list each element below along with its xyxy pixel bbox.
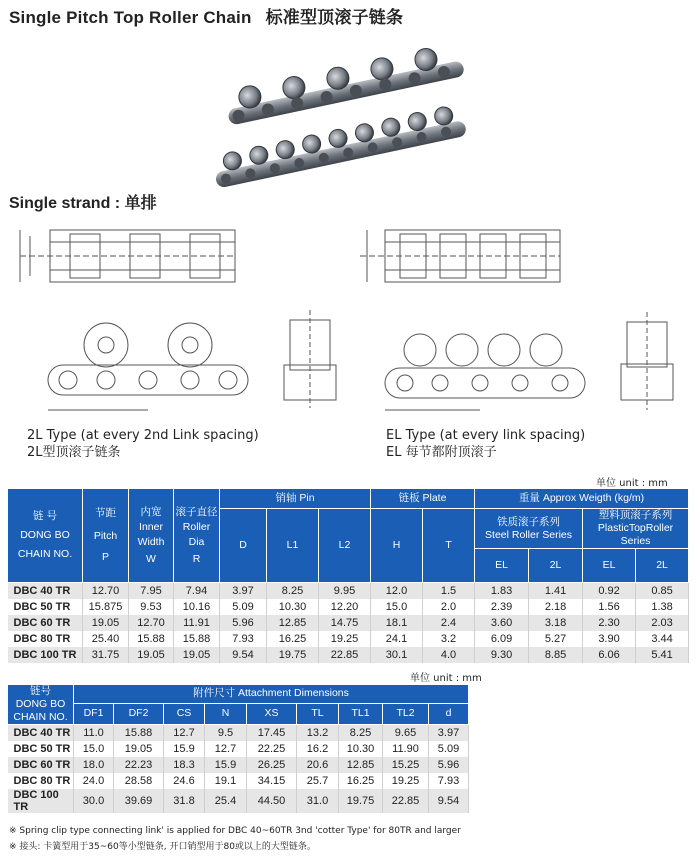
attachment-table <box>7 684 469 813</box>
table-cell: DBC 80 TR <box>8 773 74 789</box>
section-heading <box>9 190 157 213</box>
table-cell: 12.85 <box>339 757 383 773</box>
table-cell: 15.0 <box>371 599 423 615</box>
header-plastic-el: EL <box>583 549 636 583</box>
chain-photo <box>205 38 475 188</box>
table-cell: 12.20 <box>319 599 371 615</box>
header-d: D <box>220 509 267 583</box>
table-cell: 31.0 <box>297 789 339 813</box>
header-text: PlasticTopRoller Series <box>597 522 674 547</box>
header-text: 内宽 <box>140 505 162 518</box>
header-t: T <box>423 509 475 583</box>
header-xs: XS <box>247 703 297 724</box>
header-l2: L2 <box>319 509 371 583</box>
table-cell: 1.5 <box>423 583 475 600</box>
drawing-el-side-view <box>370 310 595 420</box>
header-text: Steel Roller Series <box>485 528 572 541</box>
header-attachment: 附件尺寸 Attachment Dimensions <box>74 685 469 704</box>
table-row <box>8 757 469 773</box>
table-cell: 2.39 <box>475 599 529 615</box>
header-text: Dia <box>188 535 205 548</box>
header-text: 滚子直径 <box>175 505 218 518</box>
table-row <box>8 741 469 757</box>
table-cell: 13.2 <box>297 725 339 742</box>
table-cell: 11.91 <box>174 615 220 631</box>
table-cell: 1.38 <box>636 599 689 615</box>
table-cell: 19.75 <box>339 789 383 813</box>
header-tl2: TL2 <box>383 703 429 724</box>
table-cell: 12.7 <box>164 725 205 742</box>
table-cell: 28.58 <box>114 773 164 789</box>
table-cell: 10.16 <box>174 599 220 615</box>
table-cell: 25.4 <box>205 789 247 813</box>
page-title <box>9 3 403 28</box>
table-cell: 9.5 <box>205 725 247 742</box>
drawing-2l-top-view <box>10 222 240 294</box>
table-cell: 5.96 <box>429 757 469 773</box>
table-cell: DBC 100 TR <box>8 647 83 663</box>
table-cell: 11.0 <box>74 725 114 742</box>
table-cell: 19.05 <box>129 647 174 663</box>
table-row <box>8 599 689 615</box>
header-text: DONG BO <box>20 529 70 541</box>
table-cell: 19.25 <box>319 631 371 647</box>
table-cell: 15.25 <box>383 757 429 773</box>
table-cell: 18.3 <box>164 757 205 773</box>
header-text: 塑料顶滚子系列 <box>598 509 673 521</box>
table-cell: 16.25 <box>267 631 319 647</box>
table-cell: 16.25 <box>339 773 383 789</box>
table-cell: 5.09 <box>220 599 267 615</box>
header-df1: DF1 <box>74 703 114 724</box>
table-cell: 15.88 <box>129 631 174 647</box>
table-cell: 30.1 <box>371 647 423 663</box>
header-text: R <box>192 552 201 565</box>
header-steel-el: EL <box>475 549 529 583</box>
table-cell: 12.7 <box>205 741 247 757</box>
table-cell: 3.44 <box>636 631 689 647</box>
table-cell: 1.83 <box>475 583 529 600</box>
table-cell: 12.0 <box>371 583 423 600</box>
header-steel-series <box>475 509 583 549</box>
table-cell: DBC 40 TR <box>8 725 74 742</box>
table-cell: 19.05 <box>174 647 220 663</box>
note-english: ※ Spring clip type connecting link' is applied for DBC 40~60TR 3nd 'cotter Type' for 80TR and larger <box>9 826 461 836</box>
table-cell: 18.0 <box>74 757 114 773</box>
table-cell: 15.875 <box>83 599 129 615</box>
table-row <box>8 789 469 813</box>
table-cell: 22.25 <box>247 741 297 757</box>
table-cell: 15.9 <box>164 741 205 757</box>
table-cell: 8.25 <box>267 583 319 600</box>
header-text: 链号 <box>30 685 51 697</box>
table-cell: 0.85 <box>636 583 689 600</box>
table-cell: 15.9 <box>205 757 247 773</box>
table-row <box>8 773 469 789</box>
header-text: 链 号 <box>33 510 57 522</box>
header-chain-no <box>8 489 83 583</box>
table-cell: 7.93 <box>429 773 469 789</box>
table-cell: 4.0 <box>423 647 475 663</box>
table-cell: 8.85 <box>529 647 583 663</box>
header-text: CHAIN NO. <box>13 711 68 723</box>
table-cell: 22.23 <box>114 757 164 773</box>
header-text: P <box>101 551 109 563</box>
table-row <box>8 615 689 631</box>
table-cell: 9.54 <box>220 647 267 663</box>
table-cell: 19.05 <box>114 741 164 757</box>
table-cell: 15.0 <box>74 741 114 757</box>
table-cell: 31.75 <box>83 647 129 663</box>
header-chain-no <box>8 685 74 725</box>
table-cell: 31.8 <box>164 789 205 813</box>
table-cell: 18.1 <box>371 615 423 631</box>
table-cell: 10.30 <box>339 741 383 757</box>
table-cell: 16.2 <box>297 741 339 757</box>
header-inner-width <box>129 489 174 583</box>
header-df2: DF2 <box>114 703 164 724</box>
header-plastic-series <box>583 509 689 549</box>
table-cell: 44.50 <box>247 789 297 813</box>
table-cell: 39.69 <box>114 789 164 813</box>
table-cell: 2.18 <box>529 599 583 615</box>
table-cell: 3.90 <box>583 631 636 647</box>
table-cell: 10.30 <box>267 599 319 615</box>
unit-label-2: 单位 unit : mm <box>410 673 482 684</box>
header-text: Pitch <box>93 530 118 542</box>
table-cell: 24.6 <box>164 773 205 789</box>
table-cell: 15.88 <box>174 631 220 647</box>
header-text: W <box>146 552 156 565</box>
header-plate: 链板 Plate <box>371 489 475 509</box>
table-cell: 34.15 <box>247 773 297 789</box>
header-pitch <box>83 489 129 583</box>
unit-label-1: 单位 unit : mm <box>596 478 668 489</box>
table-cell: 24.1 <box>371 631 423 647</box>
caption-2l <box>27 427 259 461</box>
table-cell: 5.41 <box>636 647 689 663</box>
note-chinese: ※ 接头: 卡簧型用于35~60等小型链条, 开口销型用于80或以上的大型链条。 <box>9 842 316 852</box>
table-cell: 3.18 <box>529 615 583 631</box>
table-cell: 24.0 <box>74 773 114 789</box>
header-plastic-2l: 2L <box>636 549 689 583</box>
table-cell: 17.45 <box>247 725 297 742</box>
header-text: DONG BO <box>15 698 66 710</box>
table-row <box>8 583 689 600</box>
table-cell: 3.97 <box>220 583 267 600</box>
table-cell: 5.96 <box>220 615 267 631</box>
header-text: 铁质滚子系列 <box>497 515 561 528</box>
title-chinese: 标准型顶滚子链条 <box>265 8 404 28</box>
section-english: Single strand : <box>9 195 125 212</box>
header-pin: 销轴 Pin <box>220 489 371 509</box>
table-cell: 2.4 <box>423 615 475 631</box>
table-cell: DBC 50 TR <box>8 741 74 757</box>
table-cell: 7.93 <box>220 631 267 647</box>
table-cell: 14.75 <box>319 615 371 631</box>
table-row <box>8 647 689 663</box>
table-cell: 25.40 <box>83 631 129 647</box>
table-cell: DBC 100 TR <box>8 789 74 813</box>
table-cell: DBC 60 TR <box>8 757 74 773</box>
drawing-el-top-view <box>355 222 565 294</box>
section-chinese: 单排 <box>124 193 157 212</box>
table-cell: 12.70 <box>129 615 174 631</box>
header-steel-2l: 2L <box>529 549 583 583</box>
table-cell: 5.27 <box>529 631 583 647</box>
table-cell: 11.90 <box>383 741 429 757</box>
caption-2l-english: 2L Type (at every 2nd Link spacing) <box>27 428 259 443</box>
header-text: Roller <box>182 520 211 533</box>
table-cell: 0.92 <box>583 583 636 600</box>
table-cell: 15.88 <box>114 725 164 742</box>
table-cell: DBC 60 TR <box>8 615 83 631</box>
table-row <box>8 631 689 647</box>
table-cell: 30.0 <box>74 789 114 813</box>
table-cell: 1.56 <box>583 599 636 615</box>
table-cell: 12.85 <box>267 615 319 631</box>
caption-el-chinese: EL 每节都附顶滚子 <box>386 445 497 460</box>
table-cell: 7.94 <box>174 583 220 600</box>
header-tl: TL <box>297 703 339 724</box>
header-tl1: TL1 <box>339 703 383 724</box>
table-cell: 9.65 <box>383 725 429 742</box>
table-cell: 2.03 <box>636 615 689 631</box>
header-text: 节距 <box>95 507 116 519</box>
table-cell: 3.97 <box>429 725 469 742</box>
table-cell: 3.60 <box>475 615 529 631</box>
table-cell: 5.09 <box>429 741 469 757</box>
table-cell: 9.95 <box>319 583 371 600</box>
title-english: Single Pitch Top Roller Chain <box>9 8 252 27</box>
table-cell: 19.05 <box>83 615 129 631</box>
table-cell: 19.25 <box>383 773 429 789</box>
table-cell: DBC 50 TR <box>8 599 83 615</box>
caption-el <box>386 427 585 461</box>
header-l1: L1 <box>267 509 319 583</box>
header-cs: CS <box>164 703 205 724</box>
table-cell: 7.95 <box>129 583 174 600</box>
spec-table <box>7 488 689 663</box>
table-cell: 25.7 <box>297 773 339 789</box>
drawing-el-end-view <box>615 312 680 412</box>
table-cell: 20.6 <box>297 757 339 773</box>
header-h: H <box>371 509 423 583</box>
header-text: Width <box>137 535 165 548</box>
table-cell: 22.85 <box>383 789 429 813</box>
table-cell: 26.25 <box>247 757 297 773</box>
table-cell: 6.06 <box>583 647 636 663</box>
header-weight: 重量 Approx Weigth (kg/m) <box>475 489 689 509</box>
table-cell: 19.75 <box>267 647 319 663</box>
table-cell: 1.41 <box>529 583 583 600</box>
table-cell: DBC 40 TR <box>8 583 83 600</box>
caption-el-english: EL Type (at every link spacing) <box>386 428 586 443</box>
table-cell: 6.09 <box>475 631 529 647</box>
drawing-2l-side-view <box>28 305 253 420</box>
table-cell: 3.2 <box>423 631 475 647</box>
table-row <box>8 725 469 742</box>
table-cell: 12.70 <box>83 583 129 600</box>
header-n: N <box>205 703 247 724</box>
drawing-2l-end-view <box>278 310 343 410</box>
table-cell: 2.30 <box>583 615 636 631</box>
table-cell: DBC 80 TR <box>8 631 83 647</box>
header-text: Inner <box>139 520 163 533</box>
header-text: CHAIN NO. <box>17 548 73 560</box>
table-cell: 9.30 <box>475 647 529 663</box>
table-cell: 2.0 <box>423 599 475 615</box>
header-roller-dia <box>174 489 220 583</box>
table-cell: 9.53 <box>129 599 174 615</box>
table-cell: 22.85 <box>319 647 371 663</box>
table-cell: 8.25 <box>339 725 383 742</box>
table-cell: 9.54 <box>429 789 469 813</box>
table-cell: 19.1 <box>205 773 247 789</box>
caption-2l-chinese: 2L型顶滚子链条 <box>27 445 121 460</box>
header-d: d <box>429 703 469 724</box>
